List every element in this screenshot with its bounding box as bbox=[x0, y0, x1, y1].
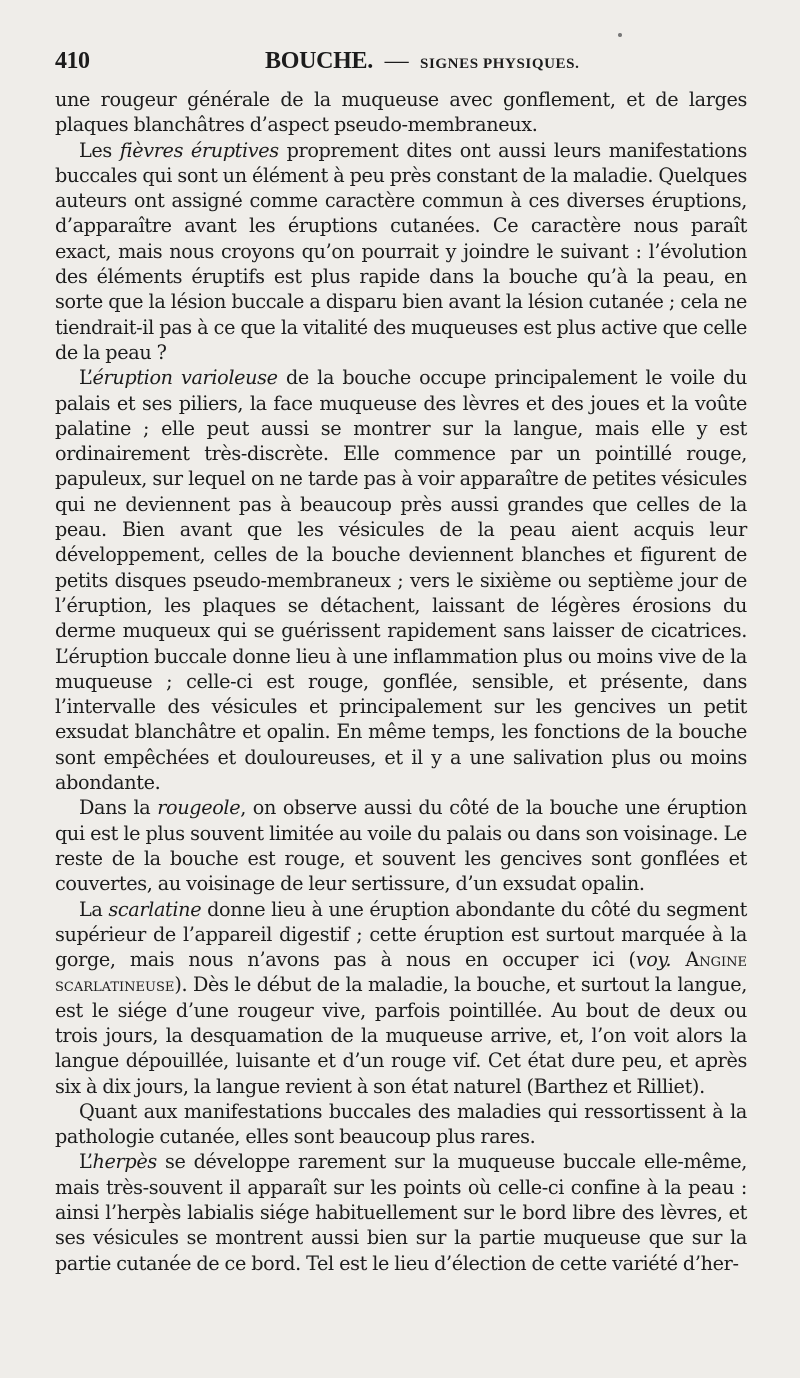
paragraph-eruption-varioleuse: L’éruption varioleuse de la bouche occupe principalement le voile du palais et ses piliers, la face muqueuse des lèvres et des joues et la voûte palatine ; elle peut aussi se montrer sur la langue, mais elle y est ordinairement très-discrète. Elle commence par un pointillé rouge, papuleux, sur lequel on ne tarde pas à voir apparaître de petites vésicules qui ne deviennent pas à beaucoup près aussi grandes que celles de la peau. Bien avant que les vésicules de la peau aient acquis leur développement, celles de la bouche deviennent blanches et figurent de petits disques pseudo-membraneux ; vers le sixième ou septième jour de l’éruption, les plaques se détachent, laissant de légères érosions du derme muqueux qui se guérissent rapidement sans laisser de cicatrices. L’éruption buccale donne lieu à une inflammation plus ou moins vive de la muqueuse ; celle-ci est rouge, gonflée, sensible, et présente, dans l’intervalle des vésicules et principalement sur les gencives un petit exsudat blanchâtre et opalin. En même temps, les fonctions de la bouche sont empêchées et douloureuses, et il y a une salivation plus ou moins abondante. bbox=[55, 366, 747, 795]
ink-speck bbox=[618, 33, 622, 37]
term-rougeole: rougeole bbox=[157, 796, 241, 820]
paragraph-pathologie-cutanee: Quant aux manifestations buccales des maladies qui ressortissent à la pathologie cutanée, elles sont beaucoup plus rares. bbox=[55, 1099, 747, 1149]
term-eruption-varioleuse: éruption varioleuse bbox=[92, 366, 278, 390]
paragraph-scarlatine: La scarlatine donne lieu à une éruption abondante du côté du segment supérieur de l’appareil digestif ; cette éruption est surtout marquée à la gorge, mais nous n’avons pas à nous en occuper ici (voy. Angine scarlatineuse). Dès le début de la maladie, la bouche, et surtout la langue, est le siége d’une rougeur vive, parfois pointillée. Au bout de deux ou trois jours, la desquamation de la muqueuse arrive, et, l’on voit alors la langue dépouillée, luisante et d’un rouge vif. Cet état dure peu, et après six à dix jours, la langue revient à son état naturel (Barthez et Rilliet). bbox=[55, 897, 748, 1098]
running-header bbox=[55, 48, 745, 78]
paragraph-continuation: une rougeur générale de la muqueuse avec gonflement, et de larges plaques blanchâtres d’aspect pseudo-membraneux. bbox=[55, 88, 747, 137]
paragraph-rougeole: Dans la rougeole, on observe aussi du côté de la bouche une éruption qui est le plus souvent limitée au voile du palais ou dans son voisinage. Le reste de la bouche est rouge, et souvent les gencives sont gonflées et couvertes, au voisinage de leur sertissure, d’un exsudat opalin. bbox=[55, 796, 747, 896]
paragraph-fievres-eruptives: Les fièvres éruptives proprement dites ont aussi leurs manifestations buccales qui sont un élément à peu près constant de la maladie. Quelques auteurs ont assigné comme caractère commun à ces diverses éruptions, d’apparaître avant les éruptions cutanées. Ce caractère nous paraît exact, mais nous croyons qu’on pourrait y joindre le suivant : l’évolution des éléments éruptifs est plus rapide dans la bouche qu’à la peau, en sorte que la lésion buccale a disparu bien avant la lésion cutanée ; cela ne tiendrait-il pas à ce que la vitalité des muqueuses est plus active que celle de la peau ? bbox=[55, 138, 747, 364]
term-herpes: herpès bbox=[92, 1150, 157, 1174]
term-scarlatine: scarlatine bbox=[108, 897, 202, 921]
cross-reference-angine: Angine scarlatineuse bbox=[55, 948, 748, 997]
running-title-dash: — bbox=[384, 48, 409, 74]
running-title-main: BOUCHE. bbox=[265, 48, 373, 74]
body-text bbox=[55, 87, 747, 1276]
paragraph-herpes: L’herpès se développe rarement sur la muqueuse buccale elle-même, mais très-souvent il apparaît sur les points où celle-ci confine à la peau : ainsi l’herpès labialis siége habituellement sur le bord libre des lèvres, et ses vésicules se montrent aussi bien sur la partie muqueuse que sur la partie cutanée de ce bord. Tel est le lieu d’élection de cette variété d’her- bbox=[55, 1150, 747, 1275]
term-fievres-eruptives: fièvres éruptives bbox=[119, 138, 279, 162]
running-title bbox=[265, 48, 579, 75]
cross-reference-voy: voy. bbox=[635, 948, 672, 972]
running-title-sub: SIGNES PHYSIQUES. bbox=[420, 56, 580, 72]
page-number: 410 bbox=[55, 48, 90, 74]
